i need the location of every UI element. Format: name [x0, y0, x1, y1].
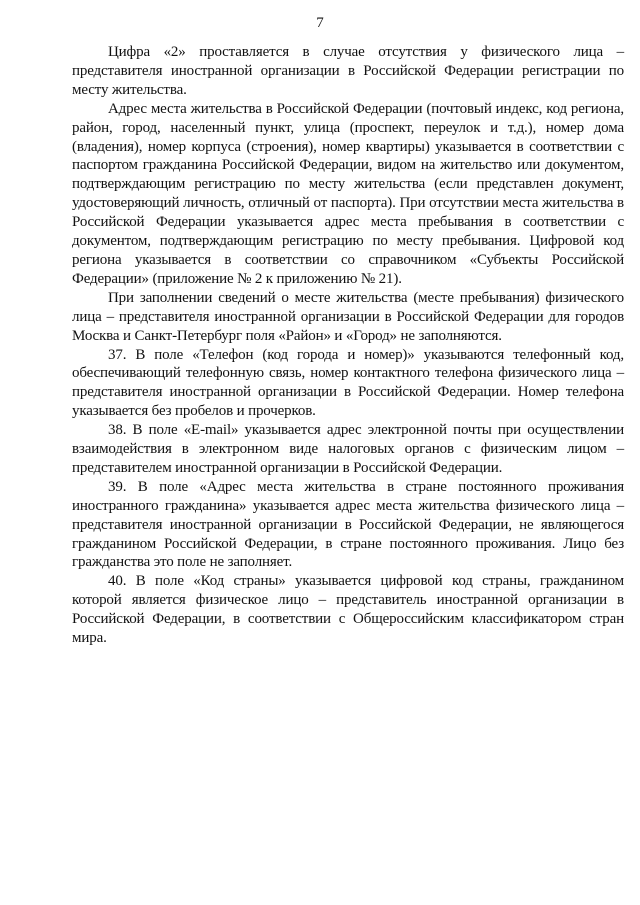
paragraph-38-email: 38. В поле «E-mail» указывается адрес электронной почты при осуществлении взаимодействия в электронном виде налоговых органов с физическим лицом – представителем иностранной организации в Российской Федерации. [72, 422, 624, 476]
document-body [72, 43, 624, 648]
paragraph-37-phone: 37. В поле «Телефон (код города и номер)» указываются телефонный код, обеспечивающий телефонную связь, номер контактного телефона физического лица – представителя иностранной организации в Российской Федерации. Номер телефона указывается без пробелов и прочерков. [72, 346, 624, 420]
paragraph-moscow-spb-fields: При заполнении сведений о месте жительства (месте пребывания) физического лица – представителя иностранной организации в Российской Федерации для городов Москва и Санкт-Петербург поля «Район» и «Город» не заполняются. [72, 289, 624, 344]
paragraph-39-foreign-address: 39. В поле «Адрес места жительства в стране постоянного проживания иностранного гражданина» указывается адрес места жительства физического лица – представителя иностранной организации в Российской Федерации, не являющегося гражданином Российской Федерации, в стране постоянного проживания. Лицо без гражданства это поле не заполняет. [72, 478, 624, 571]
page-number: 7 [316, 15, 324, 31]
paragraph-40-country-code: 40. В поле «Код страны» указывается цифровой код страны, гражданином которой является физическое лицо – представитель иностранной организации в Российской Федерации, в соответствии с Общероссийским классификатором стран мира. [72, 573, 624, 647]
paragraph-residence-address: Адрес места жительства в Российской Федерации (почтовый индекс, код региона, район, город, населенный пункт, улица (проспект, переулок и т.д.), номер дома (владения), номер корпуса (строения), номер квартиры) указывается в соответствии с паспортом гражданина Российской Федерации, видом на жительство или документом, подтверждающим регистрацию по месту жительства (если представлен документ, удостоверяющий личность, отличный от паспорта). При отсутствии места жительства в Российской Федерации указывается адрес места пребывания в соответствии с документом, подтверждающим регистрацию по месту пребывания. Цифровой код региона указывается в соответствии со справочником «Субъекты Российской Федерации» (приложение № 2 к приложению № 21). [72, 100, 624, 287]
paragraph-code-2-no-registration: Цифра «2» проставляется в случае отсутствия у физического лица – представителя иностранной организации в Российской Федерации регистрации по месту жительства. [72, 44, 624, 98]
